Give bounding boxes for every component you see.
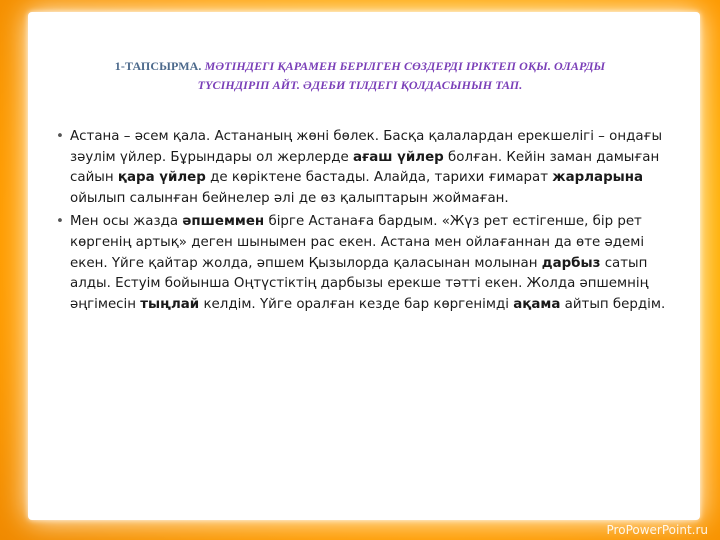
title-line-1: МӘТІНДЕГІ ҚАРАМЕН БЕРІЛГЕН СӨЗДЕРДІ ІРІКТЕП ОҚЫ. ОЛАРДЫ bbox=[201, 59, 606, 73]
list-item bbox=[56, 127, 674, 209]
text-list bbox=[56, 127, 674, 318]
bold-word-tynlai: тыңлай bbox=[140, 296, 200, 312]
text-run: болған. Кейін заман дамыған сайын bbox=[70, 149, 660, 186]
task-number: 1-ТАПСЫРМА. bbox=[114, 59, 202, 73]
text-run: Мен осы жазда bbox=[70, 214, 183, 230]
text-run: келдім. Үйге оралған кезде бар көргенімді bbox=[199, 296, 514, 312]
text-run: де көріктене бастады. Алайда, тарихи ғимарат bbox=[205, 170, 553, 186]
title-line-2: ТҮСІНДІРІП АЙТ. ӘДЕБИ ТІЛДЕГІ ҚОЛДАСЫНЫН ТАП. bbox=[197, 78, 523, 92]
text-run: сатып алды. Естуім бойынша Оңтүстіктің дарбызы ерекше тәтті екен. Жолда әпшемнің әңгімесін bbox=[70, 255, 649, 312]
bold-word-darbyz: дарбыз bbox=[541, 255, 601, 271]
text-run: бірге Астанаға бардым. «Жүз рет естігенше, бір рет көргенің артық» деген шынымен рас екен. Астана мен ойлағаннан да өте әдемі екен. Үйге қайтар жолда, әпшем Қызылорда қаласынан молынан bbox=[70, 214, 645, 271]
watermark-text: ProPowerPoint.ru bbox=[606, 523, 708, 537]
bold-word-kara-uyler: қара үйлер bbox=[117, 170, 206, 186]
text-run: ойылып салынған бейнелер әлі де өз қалыптарын жоймаған. bbox=[70, 190, 509, 206]
text-run: айтып бердім. bbox=[560, 296, 666, 312]
slide-title bbox=[40, 57, 680, 95]
bullet: • bbox=[56, 129, 64, 144]
bullet: • bbox=[56, 214, 64, 230]
paragraph-2 bbox=[70, 214, 665, 311]
bold-word-apshemmen: әпшеммен bbox=[182, 214, 265, 230]
paragraph-1 bbox=[70, 129, 662, 206]
text-run: Астана – әсем қала. Астананың жөні бөлек. Басқа қалалардан ерекшелігі – ондағы зәулім үйлер. Бұрындары ол жерлерде bbox=[70, 129, 663, 165]
list-item bbox=[56, 212, 674, 315]
bold-word-akama: ақама bbox=[513, 296, 561, 312]
bold-word-agash-uyler: ағаш үйлер bbox=[352, 149, 444, 165]
bold-word-zharlaryna: жарларына bbox=[552, 170, 644, 186]
